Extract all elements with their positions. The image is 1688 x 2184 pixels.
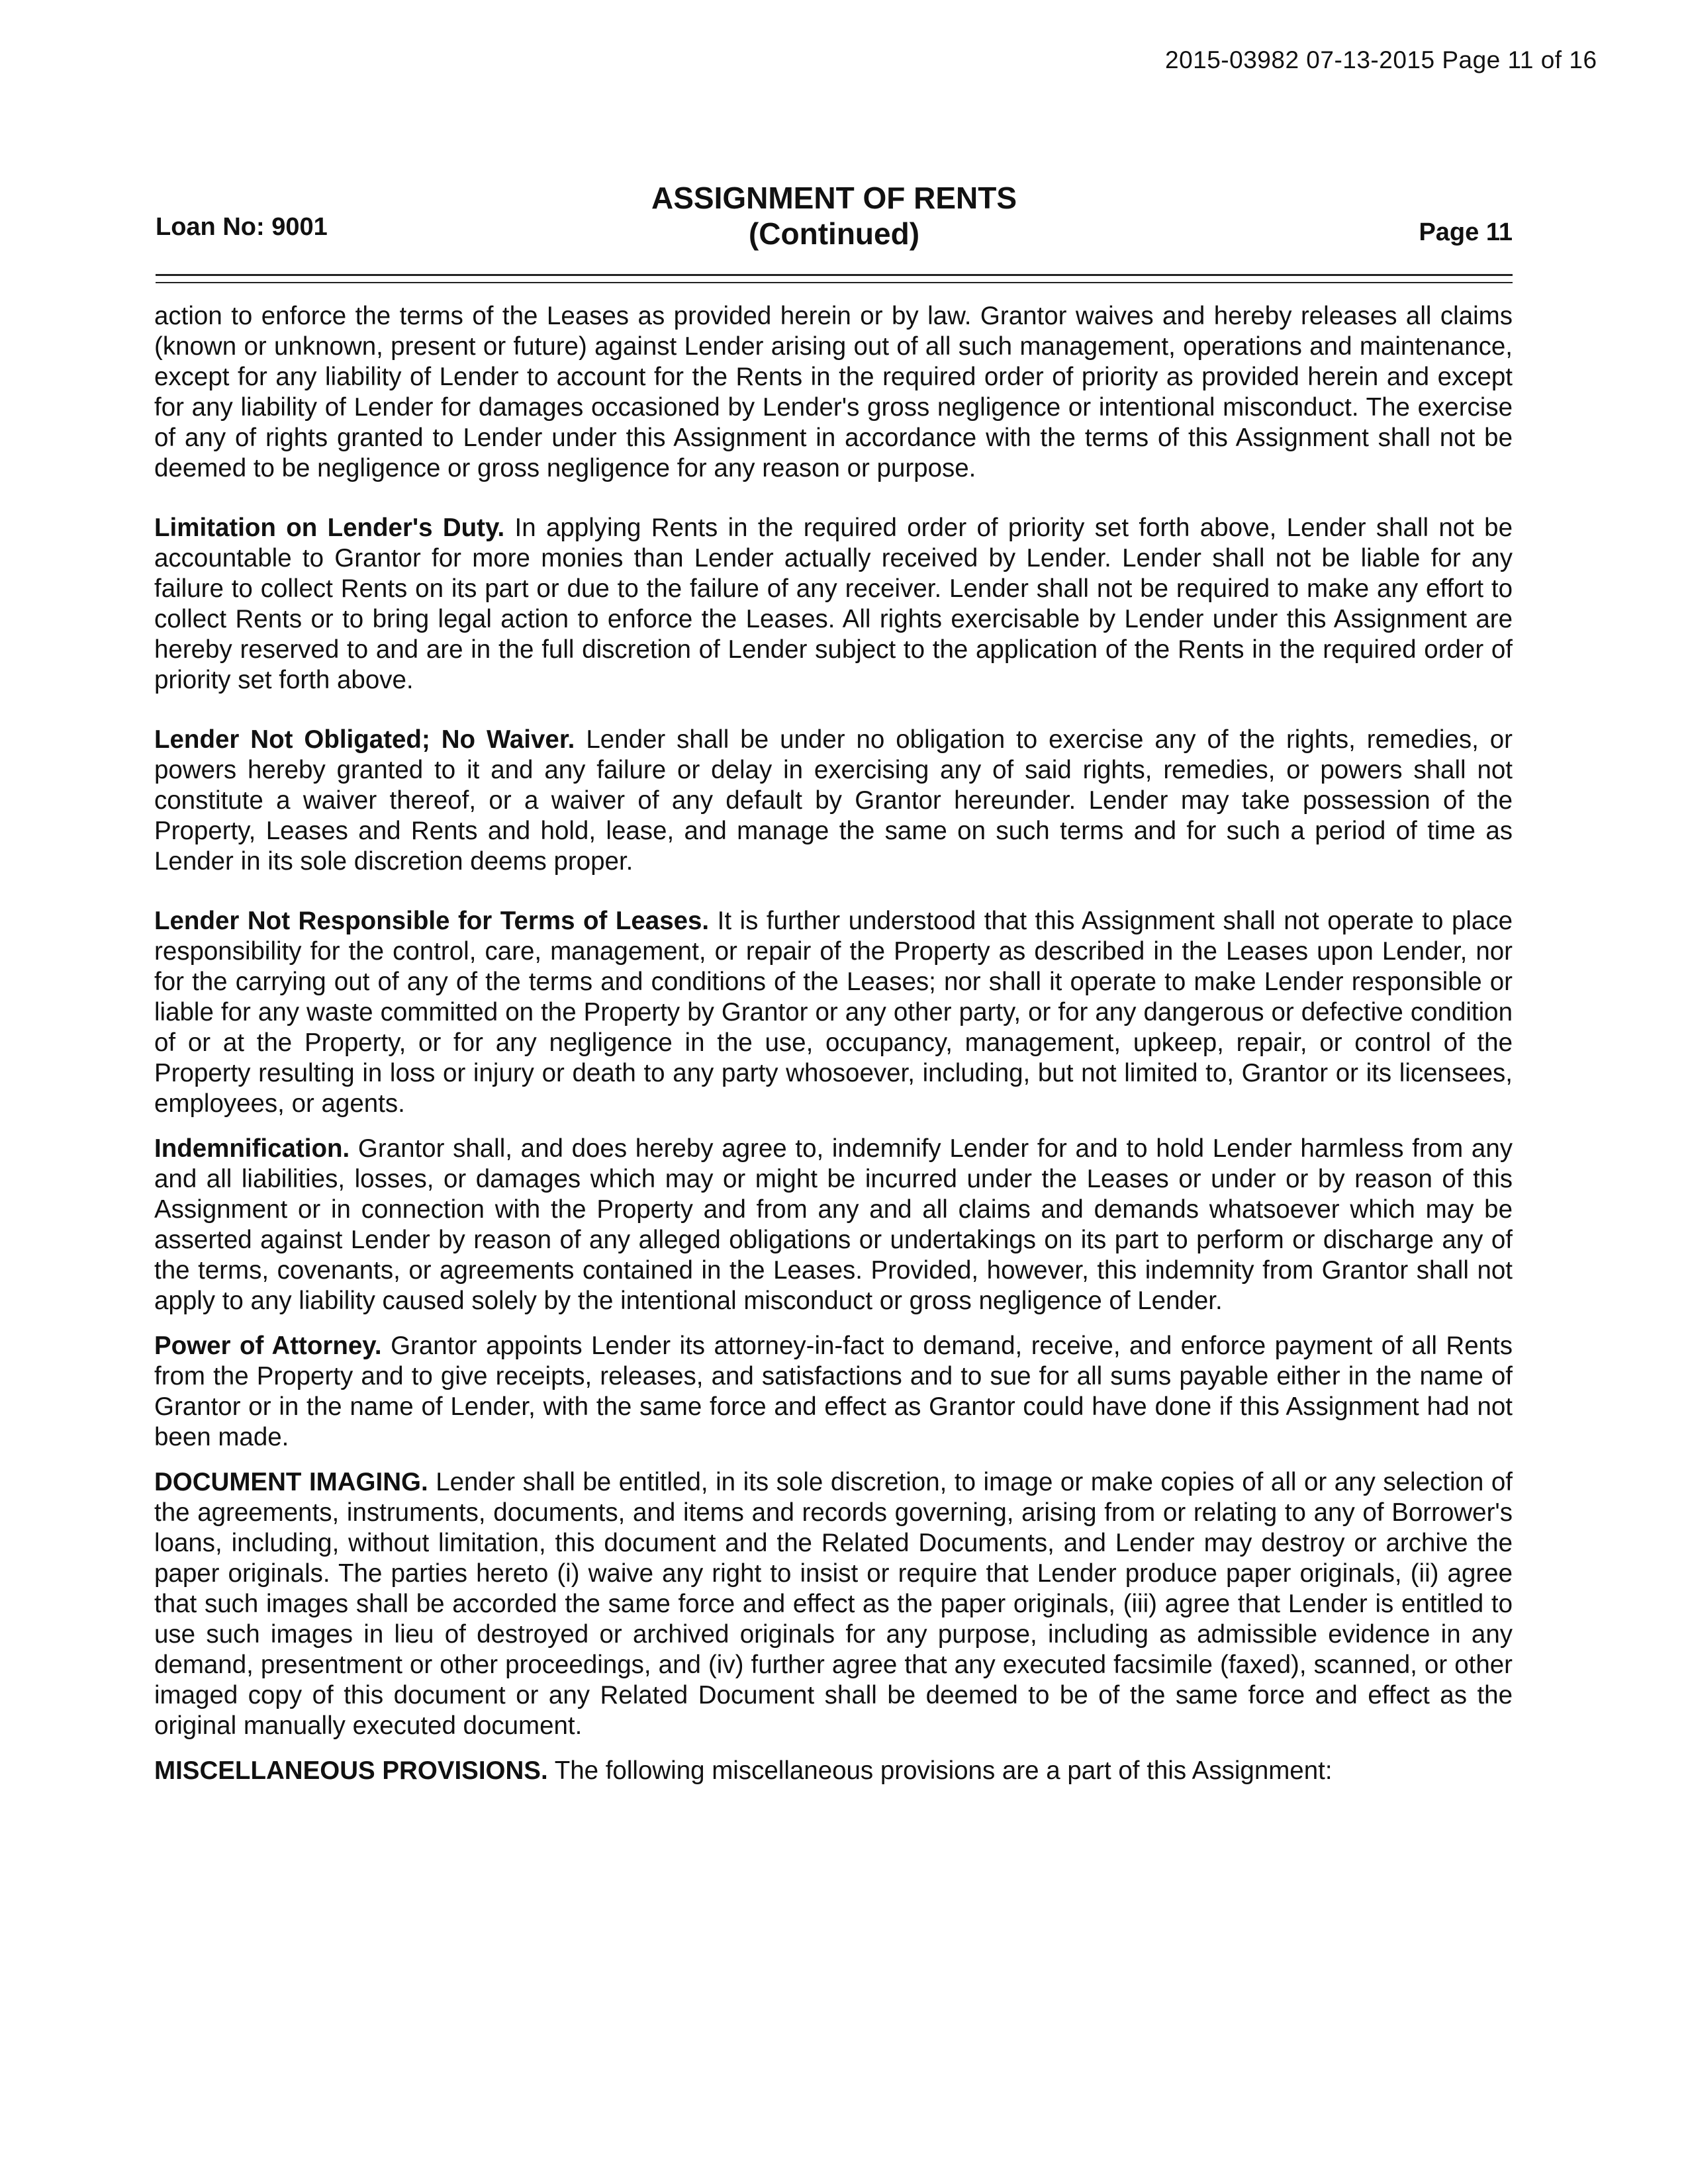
header-rule-bottom: [156, 282, 1513, 283]
paragraph-not-obligated: [154, 725, 1513, 877]
paragraph-text: It is further understood that this Assignment shall not operate to place responsibility for the control, care, management, or repair of the Property as described in the Leases upon Lender, nor for the carrying out of any of the terms and conditions of the Leases; nor shall it operate to make Lender responsible or liable for any waste committed on the Property by Grantor or any other party, or for any dangerous or defective condition of or at the Property, or for any negligence in the use, occupancy, management, upkeep, repair, or control of the Property resulting in loss or injury or death to any party whosoever, including, but not limited to, Grantor or its licensees, employees, or agents.: [154, 907, 1513, 1118]
paragraph-heading: Power of Attorney.: [154, 1332, 382, 1360]
recording-stamp: 2015-03982 07-13-2015 Page 11 of 16: [1165, 46, 1597, 73]
paragraph-text: action to enforce the terms of the Leases as provided herein or by law. Grantor waives and hereby releases all claims (known or unknown, present or future) against Lender arising out of all such management, operations and maintenance, except for any liability of Lender to account for the Rents in the required order of priority as provided herein and except for any liability of Lender for damages occasioned by Lender's gross negligence or intentional misconduct. The exercise of any of rights granted to Lender under this Assignment in accordance with the terms of this Assignment shall not be deemed to be negligence or gross negligence for any reason or purpose.: [154, 302, 1513, 482]
paragraph-heading: Indemnification.: [154, 1134, 350, 1163]
paragraph-heading: DOCUMENT IMAGING.: [154, 1468, 428, 1496]
paragraph-continued: [154, 301, 1513, 484]
paragraph-text: In applying Rents in the required order of priority set forth above, Lender shall not be accountable to Grantor for more monies than Lender actually received by Lender. Lender shall not be liable for any failure to collect Rents on its part or due to the failure of any receiver. Lender shall not be required to make any effort to collect Rents or to bring legal action to enforce the Leases. All rights exercisable by Lender under this Assignment are hereby reserved to and are in the full discretion of Lender subject to the application of the Rents in the required order of priority set forth above.: [154, 514, 1513, 694]
paragraph-text: Lender shall be under no obligation to exercise any of the rights, remedies, or powers hereby granted to it and any failure or delay in exercising any of said rights, remedies, or powers shall not constitute a waiver thereof, or a waiver of any default by Grantor hereunder. Lender may take possession of the Property, Leases and Rents and hold, lease, and manage the same on such terms and for such a period of time as Lender in its sole discretion deems proper.: [154, 725, 1513, 876]
header-rule-top: [156, 274, 1513, 276]
paragraph-heading: Limitation on Lender's Duty.: [154, 514, 505, 542]
paragraph-limitation-duty: [154, 513, 1513, 696]
loan-number: Loan No: 9001: [156, 213, 328, 241]
paragraph-text: Lender shall be entitled, in its sole discretion, to image or make copies of all or any selection of the agreements, instruments, documents, and items and records governing, arising from or relating to any of Borrower's loans, including, without limitation, this document and the Related Documents, and Lender may destroy or archive the paper originals. The parties hereto (i) waive any right to insist or require that Lender produce paper originals, (ii) agree that such images shall be accorded the same force and effect as the paper originals, (iii) agree that Lender is entitled to use such images in lieu of destroyed or archived originals for any purpose, including as admissible evidence in any demand, presentment or other proceedings, and (iv) further agree that any executed facsimile (faxed), scanned, or other imaged copy of this document or any Related Document shall be deemed to be of the same force and effect as the original manually executed document.: [154, 1468, 1513, 1740]
title-line-2: (Continued): [748, 216, 920, 251]
page-number: Page 11: [1419, 218, 1513, 246]
document-title: [156, 180, 1513, 251]
paragraph-document-imaging: [154, 1467, 1513, 1741]
paragraph-heading: MISCELLANEOUS PROVISIONS.: [154, 1756, 548, 1785]
paragraph-power-of-attorney: [154, 1331, 1513, 1453]
paragraph-text: Grantor appoints Lender its attorney-in-fact to demand, receive, and enforce payment of all Rents from the Property and to give receipts, releases, and satisfactions and to sue for all sums payable either in the name of Grantor or in the name of Lender, with the same force and effect as Grantor could have done if this Assignment had not been made.: [154, 1332, 1513, 1451]
paragraph-indemnification: [154, 1134, 1513, 1316]
paragraph-not-responsible: [154, 906, 1513, 1119]
paragraph-text: The following miscellaneous provisions are a part of this Assignment:: [547, 1756, 1333, 1785]
paragraph-heading: Lender Not Obligated; No Waiver.: [154, 725, 575, 754]
paragraph-heading: Lender Not Responsible for Terms of Leases.: [154, 907, 710, 935]
document-body: [154, 301, 1513, 1786]
document-header: [156, 173, 1513, 259]
paragraph-text: Grantor shall, and does hereby agree to, indemnify Lender for and to hold Lender harmless from any and all liabilities, losses, or damages which may or might be incurred under the Leases or under or by reason of this Assignment or in connection with the Property and from any and all claims and demands whatsoever which may be asserted against Lender by reason of any alleged obligations or undertakings on its part to perform or discharge any of the terms, covenants, or agreements contained in the Leases. Provided, however, this indemnity from Grantor shall not apply to any liability caused solely by the intentional misconduct or gross negligence of Lender.: [154, 1134, 1513, 1315]
title-line-1: ASSIGNMENT OF RENTS: [651, 181, 1017, 215]
paragraph-miscellaneous: [154, 1756, 1513, 1786]
